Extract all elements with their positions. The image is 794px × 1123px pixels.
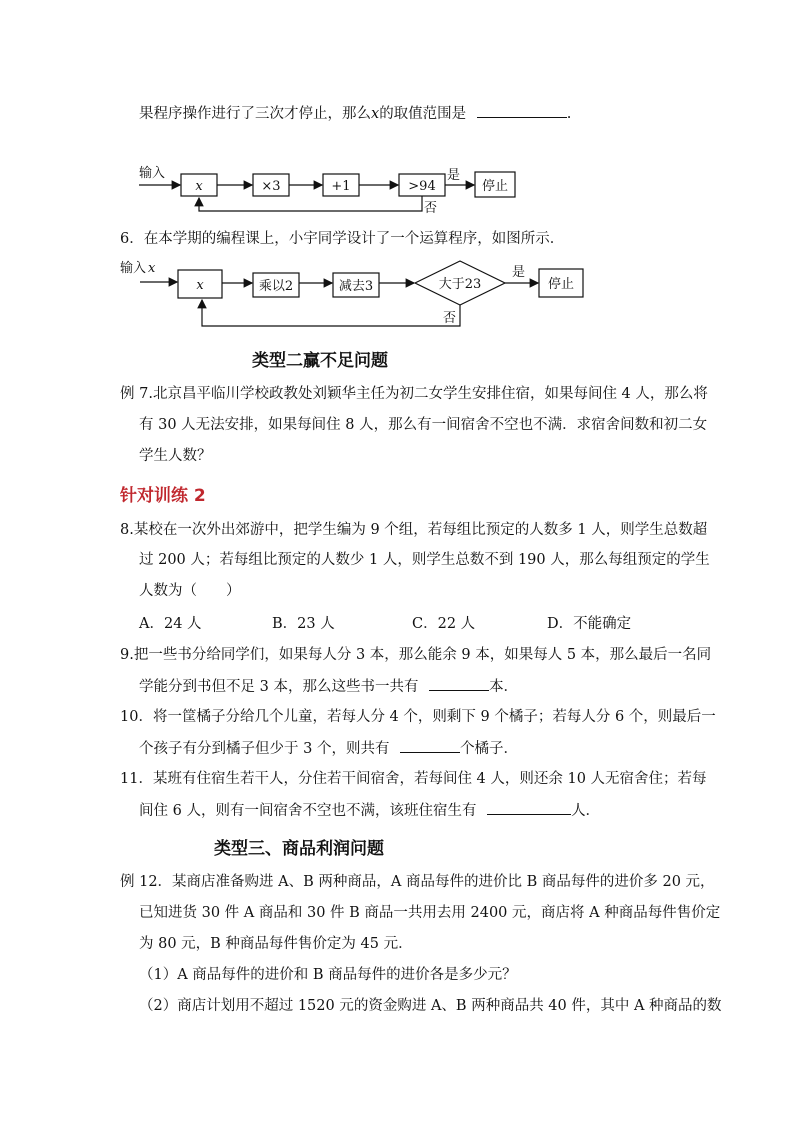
flow1-input-label: 输入 — [139, 166, 166, 181]
flow1-var-text: x — [195, 179, 203, 194]
q5-var: x — [371, 106, 380, 122]
ex12-sub1: （1）A 商品每件的进价和 B 商品每件的进价各是多少元？ — [139, 967, 517, 983]
training-section-title: 针对训练 2 — [120, 486, 206, 506]
flow2-step2-text: 减去3 — [338, 279, 374, 294]
flow2-step1-text: 乘以2 — [258, 279, 294, 294]
flow1-step2-text: +1 — [331, 179, 351, 194]
ex12-line1: 例 12．某商店准备购进 A、B 两种商品，A 商品每件的进价比 B 商品每件的进价多 20 元， — [120, 874, 715, 890]
q8-line1: 8.某校在一次外出郊游中，把学生编为 9 个组，若每组比预定的人数多 1 人，则学生总数超 — [120, 522, 708, 538]
flowchart-2 — [0, 255, 794, 345]
flow1-yes-label: 是 — [447, 168, 461, 183]
q11-line2 — [139, 800, 600, 821]
q11-line2-end: 人． — [571, 803, 601, 819]
q8-line3: 人数为（ ） — [139, 583, 241, 599]
q8-line2: 过 200 人；若每组比预定的人数少 1 人，则学生总数不到 190 人，那么每组预定的学生 — [139, 552, 710, 568]
q10-line1: 10．将一筐橘子分给几个儿童，若每人分 4 个，则剩下 9 个橘子；若每人分 6 个，则最后一 — [120, 709, 716, 725]
q5-text2: 的取值范围是 — [379, 106, 467, 122]
q6-line: 6．在本学期的编程课上，小宇同学设计了一个运算程序，如图所示． — [120, 231, 565, 247]
flow2-input-label: 输入 — [120, 261, 147, 276]
q10-line2-text: 个孩子有分到橘子但少于 3 个，则共有 — [139, 741, 390, 757]
q9-line2-end: 本． — [489, 679, 519, 695]
ex12-sub2: （2）商店计划用不超过 1520 元的资金购进 A、B 两种商品共 40 件，其中 A 种商品的数 — [139, 998, 722, 1014]
q9-line1: 9.把一些书分给同学们，如果每人分 3 本，那么能余 9 本，如果每人 5 本，那么最后一名同 — [120, 647, 712, 663]
flow1-no-label: 否 — [424, 201, 438, 216]
flow2-cond-text: 大于23 — [438, 277, 482, 292]
flow2-var-text: x — [196, 278, 204, 293]
ex7-line1: 例 7.北京昌平临川学校政教处刘颖华主任为初二女学生安排住宿，如果每间住 4 人，那么将 — [120, 386, 708, 402]
q5-tail-line — [139, 103, 571, 124]
q9-line2 — [139, 676, 518, 697]
q8-option-a[interactable]: A．24 人 — [139, 616, 202, 632]
flow2-yes-label: 是 — [512, 265, 526, 280]
q10-answer-blank[interactable] — [400, 738, 460, 753]
ex12-line3: 为 80 元，B 种商品每件售价定为 45 元． — [139, 936, 413, 952]
ex7-line2: 有 30 人无法安排，如果每间住 8 人，那么有一间宿舍不空也不满．求宿舍间数和初二女 — [139, 417, 708, 433]
q11-answer-blank[interactable] — [487, 800, 571, 815]
q10-line2 — [139, 738, 518, 759]
ex7-line3: 学生人数？ — [139, 448, 212, 464]
q11-line2-text: 间住 6 人，则有一间宿舍不空也不满，该班住宿生有 — [139, 803, 477, 819]
q11-line1: 11．某班有住宿生若干人，分住若干间宿舍，若每间住 4 人，则还余 10 人无宿舍住；若每 — [120, 771, 707, 787]
q5-answer-blank[interactable] — [477, 103, 567, 118]
q5-end: . — [566, 106, 572, 122]
type2-heading: 类型二赢不足问题 — [252, 351, 388, 371]
type3-heading: 类型三、商品利润问题 — [214, 839, 384, 859]
ex12-line2: 已知进货 30 件 A 商品和 30 件 B 商品一共用去用 2400 元，商店将 A 种商品每件售价定 — [139, 905, 721, 921]
q8-option-c[interactable]: C．22 人 — [412, 616, 476, 632]
flow1-step1-text: ×3 — [261, 179, 281, 194]
flow2-input-var: x — [148, 261, 156, 276]
flow1-stop-text: 停止 — [481, 179, 509, 194]
q9-answer-blank[interactable] — [429, 676, 489, 691]
q9-line2-text: 学能分到书但不足 3 本，那么这些书一共有 — [139, 679, 419, 695]
q8-option-d[interactable]: D．不能确定 — [547, 616, 632, 632]
q10-line2-end: 个橘子． — [460, 741, 519, 757]
flow2-stop-text: 停止 — [547, 277, 575, 292]
q5-text: 果程序操作进行了三次才停止，那么 — [139, 106, 371, 122]
flow2-no-label: 否 — [443, 311, 457, 326]
q8-option-b[interactable]: B．23 人 — [272, 616, 335, 632]
flow1-cond-text: >94 — [408, 179, 436, 194]
